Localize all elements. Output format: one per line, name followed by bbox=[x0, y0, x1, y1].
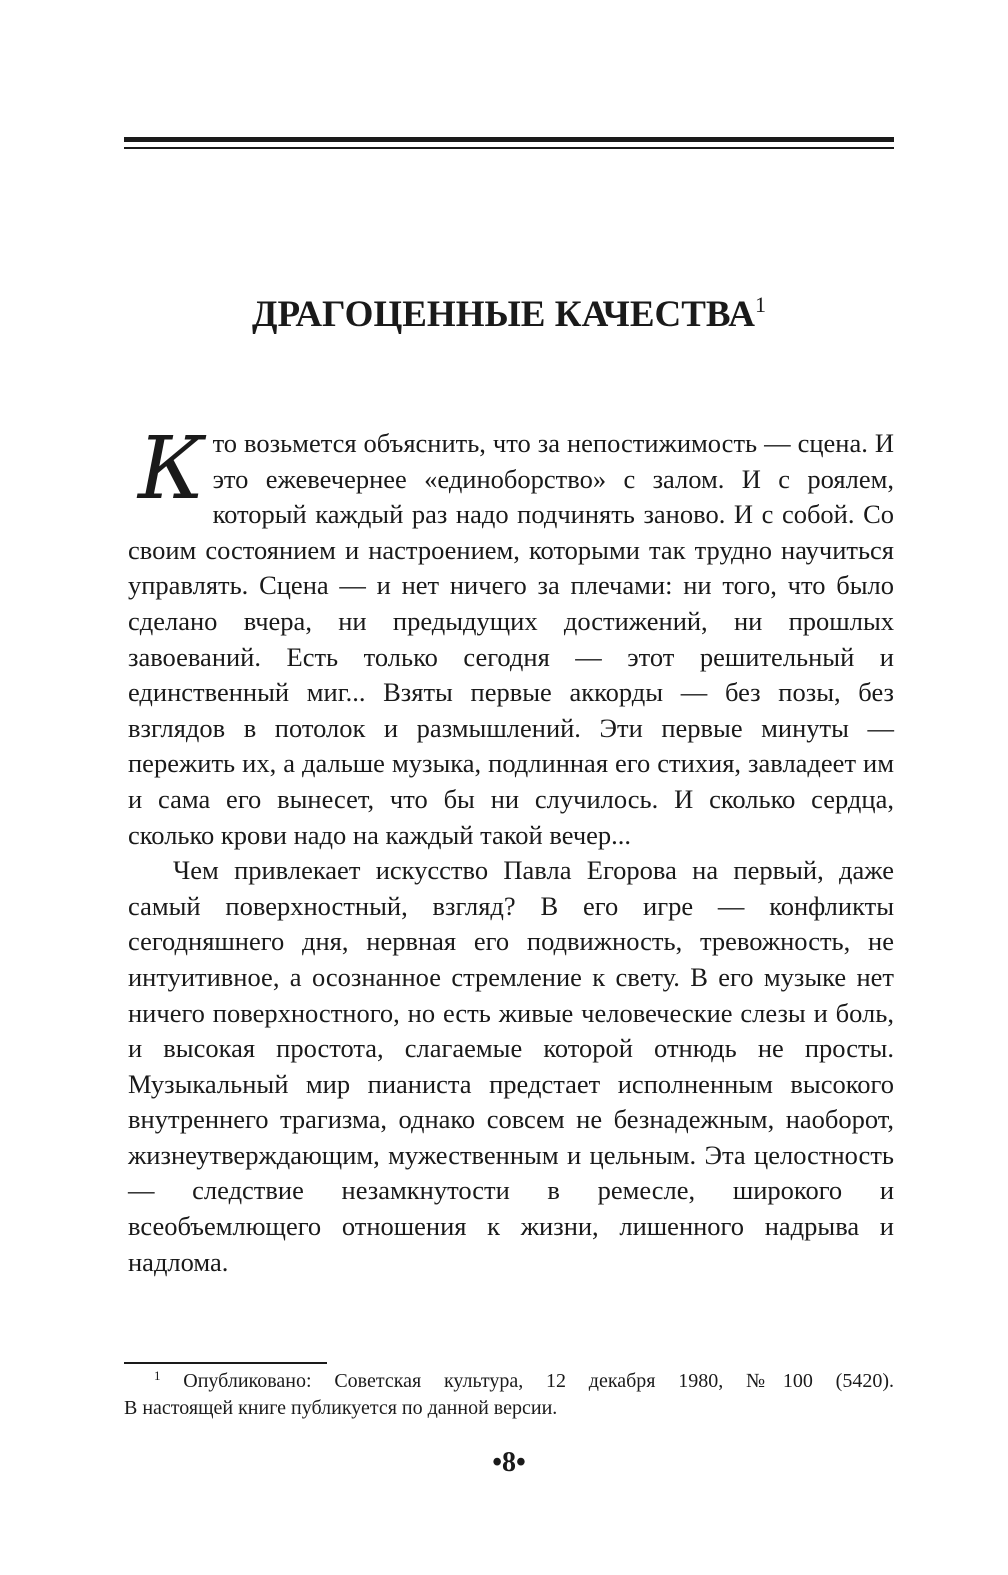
page-number: •8• bbox=[492, 1447, 526, 1478]
footnote-marker: 1 bbox=[154, 1368, 161, 1383]
top-rule-thick bbox=[124, 137, 894, 142]
top-double-rule bbox=[124, 137, 894, 153]
footnote-line-1 bbox=[124, 1368, 894, 1395]
footnote-line-1-text: Опубликовано: Советская культура, 12 декабря 1980, №100 (5420). bbox=[183, 1370, 895, 1392]
paragraph-2: Чем привлекает искусство Павла Егорова на первый, даже самый поверхностный, взгляд? В его игре — конфликты сегодняшнего дня, нервная его подвижность, тревожность, не интуитивное, а осознанное стремление к свету. В его музыке нет ничего поверхностного, но есть живые человеческие слезы и боль, и высокая простота, слагаемые которой отнюдь не просты. Музыкальный мир пианиста предстает исполненным высокого внутреннего трагизма, однако совсем не безнадежным, наоборот, жизнеутверждающим, мужественным и цельным. Эта целостность — следствие незамкнутости в ремесле, широкого и всеобъемлющего отношения к жизни, лишенного надрыва и надлома. bbox=[128, 855, 894, 1277]
chapter-title-text: ДРАГОЦЕННЫЕ КАЧЕСТВА bbox=[252, 294, 755, 335]
footnote-rule bbox=[124, 1362, 327, 1364]
footnote-line-2: В настоящей книге публикуется по данной версии. bbox=[124, 1397, 558, 1419]
top-rule-thin bbox=[124, 147, 894, 149]
paragraph-1 bbox=[128, 419, 894, 853]
footnote bbox=[124, 1368, 894, 1422]
chapter-title bbox=[124, 290, 894, 340]
body-text bbox=[128, 419, 894, 1280]
drop-cap: К bbox=[138, 419, 205, 519]
paragraph-1-text: то возьмется объяснить, что за непостижимость — сцена. И это ежевечернее «единоборство» с залом. И с роялем, который каждый раз надо подчинять заново. И с собой. Со своим состоянием и настроением, которыми так трудно научиться управлять. Сцена — и нет ничего за плечами: ни того, что было сделано вчера, ни предыдущих достижений, ни прошлых завоеваний. Есть только сегодня — этот решительный и единственный миг... Взяты первые аккорды — без позы, без взглядов в потолок и размышлений. Эти первые минуты — пережить их, а дальше музыка, подлинная его стихия, завладеет им и сама его вынесет, что бы ни случилось. И сколько сердца, сколько крови надо на каждый такой вечер... bbox=[128, 428, 894, 850]
chapter-title-footnote-marker: 1 bbox=[754, 292, 766, 317]
